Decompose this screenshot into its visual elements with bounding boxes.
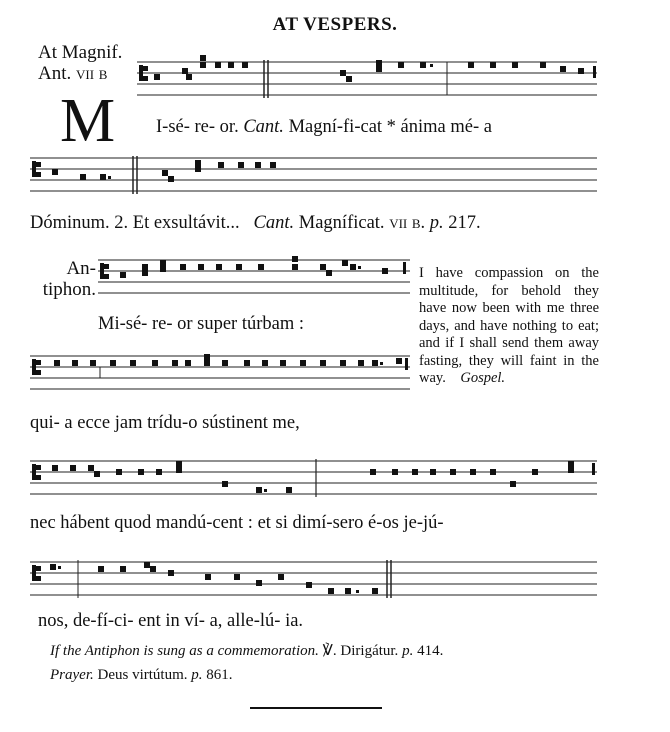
magnificat-lyrics-line1: I-sé- re- or. Cant. Magní-fi-cat * ánima mé- a [156, 117, 492, 137]
versicle-symbol: ℣. [322, 643, 337, 659]
antiphon-lyrics-line1: Mi-sé- re- or super túrbam : [98, 314, 305, 334]
staff-antiphon-3 [0, 451, 670, 511]
antiphon-label-line1: An- [66, 258, 96, 279]
staff-antiphon-4 [0, 552, 670, 612]
commemoration-note: If the Antiphon is sung as a commemoration. ℣. Dirigátur. p. 414. [50, 643, 444, 659]
magnificat-lyrics-line2: Dóminum. 2. Et exsultávit... Cant. Magníficat. vii b. p. 217. [30, 213, 481, 233]
magnificat-label-line1: At Magnif. [38, 42, 123, 63]
gospel-source: Gospel. [460, 370, 506, 386]
antiphon-lyrics-line3: nec hábent quod mandú-cent : et si dimí-sero é-os je-jú- [30, 513, 444, 533]
staff-antiphon-2 [0, 346, 670, 406]
bottom-rule [250, 707, 382, 709]
gospel-text: I have compassion on the multitude, for behold they have now been with me three days, and have nothing to eat; and if I shall send them away fasting, they will faint in the way. [419, 265, 599, 386]
initial-letter: M [60, 87, 116, 155]
page-title: AT VESPERS. [272, 14, 398, 35]
antiphon-label-line2: tiphon. [42, 279, 96, 300]
antiphon-lyrics-line4: nos, de-fí-ci- ent in ví- a, alle-lú- ia. [38, 611, 304, 631]
staff-magnificat-2 [0, 148, 670, 208]
antiphon-lyrics-line2: qui- a ecce jam trídu-o sústinent me, [30, 413, 300, 433]
prayer-note: Prayer. Deus virtútum. p. 861. [50, 667, 233, 683]
magnificat-label-line2: Ant. vii b [38, 63, 108, 84]
